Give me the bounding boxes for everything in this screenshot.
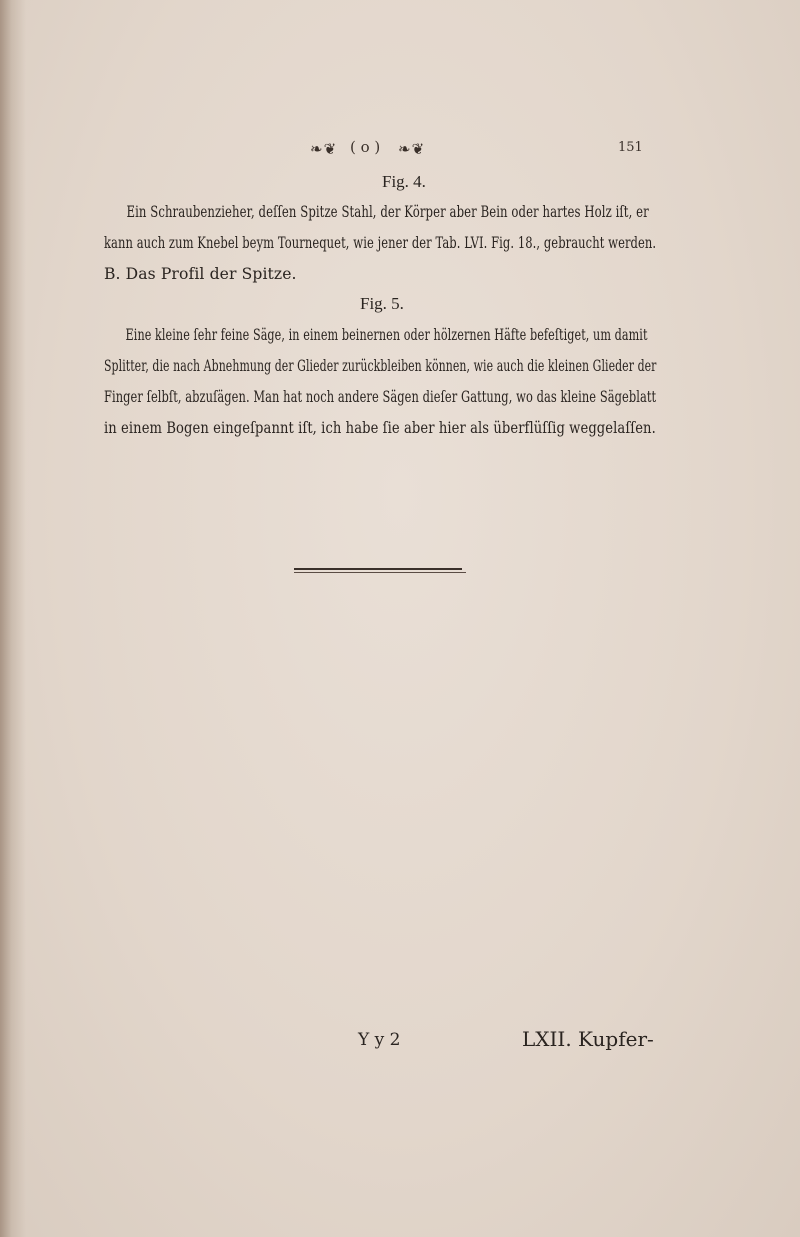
sheet-signature: Y y 2 [358,1030,401,1050]
header-mark: ( o ) [350,138,381,156]
running-header [310,138,660,164]
catchword: LXII. Kupfer- [522,1027,654,1051]
section-divider-rule [294,568,466,572]
fig-5-line-3: Finger ſelbſt, abzuſägen. Man hat noch andere Sägen dieſer Gattung, wo das kleine Sägeblatt [104,388,657,406]
page-gutter-shadow [0,0,26,1237]
fig-4-label: Fig. 4. [382,172,426,191]
header-ornament-left: ❧❦ [310,140,338,158]
fig-4-line-1: Ein Schraubenzieher, deſſen Spitze Stahl, der Körper aber Bein oder hartes Holz iſt, er [126,203,649,221]
fig-4-line-3: B. Das Profil der Spitze. [104,265,297,283]
fig-5-label: Fig. 5. [360,294,404,313]
fig-4-line-2: kann auch zum Knebel beym Tournequet, wie jener der Tab. LVI. Fig. 18., gebraucht werden. [104,234,657,252]
divider-thick-line [294,568,462,570]
fig-5-line-1: Eine kleine ſehr feine Säge, in einem beinernen oder hölzernen Häfte befeſtiget, um damit [125,326,648,344]
fig-4-description [104,197,656,290]
page-number: 151 [618,140,643,155]
fig-5-line-4: in einem Bogen eingeſpannt iſt, ich habe ſie aber hier als überflüſſig weggelaſſen. [104,419,656,437]
header-ornament-right: ❧❦ [398,140,426,158]
fig-5-description [104,320,656,444]
divider-thin-line [294,572,466,573]
fig-5-line-2: Splitter, die nach Abnehmung der Glieder zurückbleiben können, wie auch die kleinen Glieder der [104,357,657,375]
